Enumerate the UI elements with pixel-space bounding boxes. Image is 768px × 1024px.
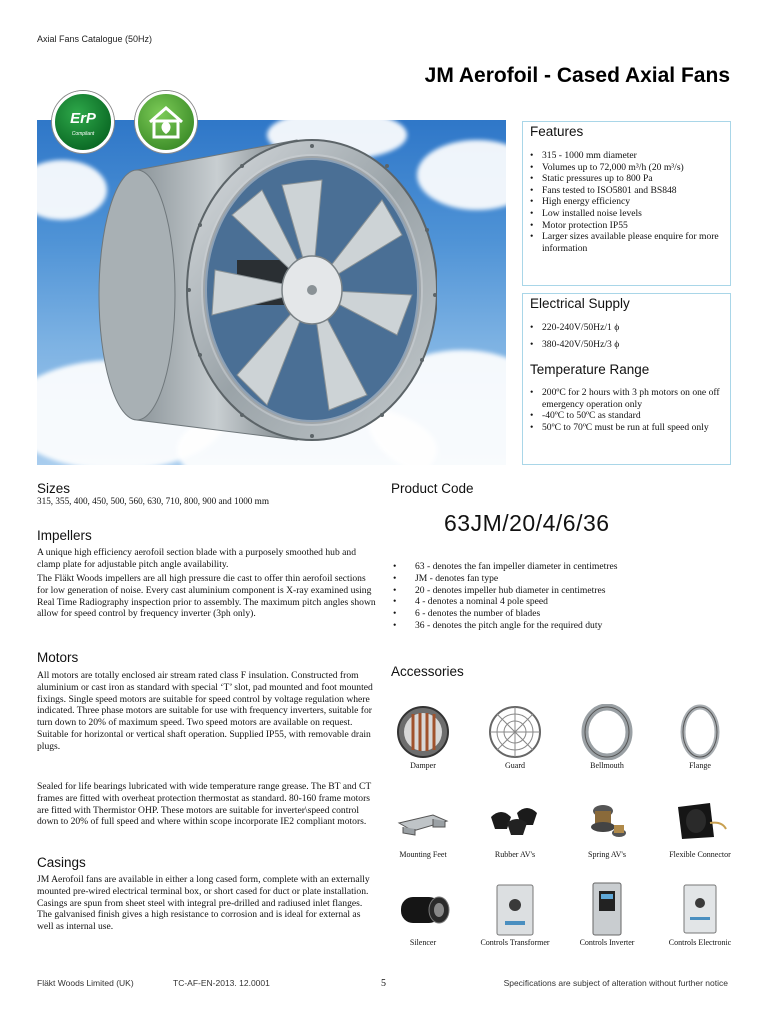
accessory-silencer bbox=[388, 880, 458, 948]
footer-company: Fläkt Woods Limited (UK) bbox=[37, 978, 134, 988]
list-item: • 220-240V/50Hz/1 ϕ bbox=[530, 322, 723, 334]
sizes-heading: Sizes bbox=[37, 481, 71, 496]
footer-doc-ref: TC-AF-EN-2013. 12.0001 bbox=[173, 978, 270, 988]
list-item: • Low installed noise levels bbox=[530, 208, 723, 220]
mounting-feet-icon bbox=[393, 793, 453, 849]
accessory-label: Spring AV's bbox=[588, 850, 626, 859]
list-item: • Larger sizes available please enquire for more information bbox=[530, 231, 723, 254]
impellers-text-2: The Fläkt Woods impellers are all high pressure die cast to offer thin aerofoil sections for low generation of noise. Every cast aluminium component is X-ray examined using Real Time Radiography inspection prior to assembly. The maximum pitch angles shown allow for speed control by frequency inverter (3ph only). bbox=[37, 573, 376, 620]
accessory-label: Silencer bbox=[409, 938, 437, 947]
eco-house-icon bbox=[138, 94, 194, 150]
product-code-heading: Product Code bbox=[391, 481, 474, 496]
accessory-mounting-feet bbox=[388, 792, 458, 860]
product-code-example: 63JM/20/4/6/36 bbox=[444, 510, 610, 536]
accessory-label: Guard bbox=[505, 761, 525, 770]
controls-electronic-icon bbox=[670, 881, 730, 937]
accessory-label: Bellmouth bbox=[590, 761, 624, 770]
spring-av-icon bbox=[577, 793, 637, 849]
features-list bbox=[530, 150, 723, 254]
accessories-heading: Accessories bbox=[391, 664, 464, 679]
casings-text: JM Aerofoil fans are available in either a long cased form, complete with an externally mounted pre-wired electrical terminal box, or short cased for duct or plate installation. Casings are spun from sheet steel with integral pre-drilled and radiused inlet flanges. The galvanised finish gives a high resistance to corrosion and is ideal for external as well as internal use. bbox=[37, 874, 370, 933]
page-number: 5 bbox=[381, 978, 386, 989]
rubber-av-icon bbox=[485, 793, 545, 849]
list-item: • 20 - denotes impeller hub diameter in centimetres bbox=[393, 585, 733, 597]
accessory-controls-inverter bbox=[572, 880, 642, 948]
accessory-rubber-avs bbox=[480, 792, 550, 860]
accessory-label: Controls Electronic bbox=[668, 938, 732, 947]
list-item: • 200ºC for 2 hours with 3 ph motors on one off emergency operation only bbox=[530, 387, 723, 410]
accessory-bellmouth bbox=[572, 703, 642, 771]
page-title: JM Aerofoil - Cased Axial Fans bbox=[424, 64, 730, 87]
list-item: • 380-420V/50Hz/3 ϕ bbox=[530, 339, 723, 351]
list-item: • 36 - denotes the pitch angle for the required duty bbox=[393, 620, 733, 632]
accessory-label: Flexible Connector bbox=[669, 850, 731, 859]
sizes-text: 315, 355, 400, 450, 500, 560, 630, 710, 800, 900 and 1000 mm bbox=[37, 496, 269, 506]
accessory-flange bbox=[665, 703, 735, 771]
controls-inverter-icon bbox=[577, 881, 637, 937]
temperature-list bbox=[530, 387, 723, 433]
electrical-temperature-box bbox=[522, 293, 731, 465]
flange-icon bbox=[670, 704, 730, 760]
accessory-label: Controls Transformer bbox=[480, 938, 550, 947]
footer-notice: Specifications are subject of alteration without further notice bbox=[503, 978, 728, 988]
list-item: • 6 - denotes the number of blades bbox=[393, 608, 733, 620]
list-item: • High energy efficiency bbox=[530, 196, 723, 208]
electrical-heading: Electrical Supply bbox=[530, 296, 630, 311]
flexible-connector-icon bbox=[670, 793, 730, 849]
accessory-controls-transformer bbox=[480, 880, 550, 948]
product-code-list bbox=[393, 561, 733, 632]
silencer-icon bbox=[393, 881, 453, 937]
features-heading: Features bbox=[530, 124, 584, 139]
list-item: • Volumes up to 72,000 m³/h (20 m³/s) bbox=[530, 162, 723, 174]
eco-house-badge bbox=[135, 91, 197, 153]
list-item: • -40ºC to 50ºC as standard bbox=[530, 410, 723, 422]
accessory-label: Damper bbox=[410, 761, 436, 770]
impellers-heading: Impellers bbox=[37, 528, 92, 543]
controls-transformer-icon bbox=[485, 881, 545, 937]
accessory-label: Rubber AV's bbox=[494, 850, 536, 859]
erp-badge-subtitle: Compliant bbox=[71, 131, 95, 137]
list-item: • 63 - denotes the fan impeller diameter in centimetres bbox=[393, 561, 733, 573]
accessory-flexible-connector bbox=[665, 792, 735, 860]
list-item: • JM - denotes fan type bbox=[393, 573, 733, 585]
temperature-heading: Temperature Range bbox=[530, 362, 650, 378]
axial-fan-illustration bbox=[97, 130, 437, 450]
accessory-label: Flange bbox=[689, 761, 711, 770]
list-item: • Fans tested to ISO5801 and BS848 bbox=[530, 185, 723, 197]
list-item: • 315 - 1000 mm diameter bbox=[530, 150, 723, 162]
features-box bbox=[522, 121, 731, 286]
damper-icon bbox=[393, 704, 453, 760]
erp-badge-title: ErP bbox=[70, 110, 96, 127]
list-item: • Motor protection IP55 bbox=[530, 220, 723, 232]
bellmouth-icon bbox=[577, 704, 637, 760]
accessory-damper bbox=[388, 703, 458, 771]
guard-icon bbox=[485, 704, 545, 760]
erp-compliant-badge bbox=[52, 91, 114, 153]
accessory-label: Controls Inverter bbox=[579, 938, 635, 947]
accessory-label: Mounting Feet bbox=[399, 850, 447, 859]
motors-text-2: Sealed for life bearings lubricated with wide temperature range grease. The BT and CT frames are fitted with overheat protection thermostat as standard. 80-160 frame motors are fitted with Thermistor OHP. These motors are suitable for inverter\speed control down to 20% of full speed and where within scope incorporate IE2 compliant motors. bbox=[37, 781, 372, 828]
list-item: • 4 - denotes a nominal 4 pole speed bbox=[393, 596, 733, 608]
impellers-text-1: A unique high efficiency aerofoil section blade with a purposely smoothed hub and clamp plate for adjustable pitch angle availability. bbox=[37, 547, 357, 570]
casings-heading: Casings bbox=[37, 855, 86, 870]
motors-heading: Motors bbox=[37, 650, 79, 665]
accessory-spring-avs bbox=[572, 792, 642, 860]
accessory-controls-electronic bbox=[665, 880, 735, 948]
electrical-list bbox=[530, 322, 723, 350]
accessory-guard bbox=[480, 703, 550, 771]
list-item: • 50ºC to 70ºC must be run at full speed only bbox=[530, 422, 723, 434]
list-item: • Static pressures up to 800 Pa bbox=[530, 173, 723, 185]
catalogue-title: Axial Fans Catalogue (50Hz) bbox=[37, 34, 153, 44]
motors-text-1: All motors are totally enclosed air stream rated class F insulation. Constructed from aluminium or cast iron as standard with special ‘T’ slot, pad mounted and foot mounted fixings. Single speed motors are suitable for speed control by voltage regulation where indicated. Three phase motors are suitable for use with frequency inverters, suitable for turn down to 20% of maximum speed. Two speed motors are available on request. Suitable for horizontal or vertical shaft operation. Supplied IP55, with removable drain plugs. bbox=[37, 670, 373, 752]
fan-product-photo bbox=[37, 120, 506, 465]
